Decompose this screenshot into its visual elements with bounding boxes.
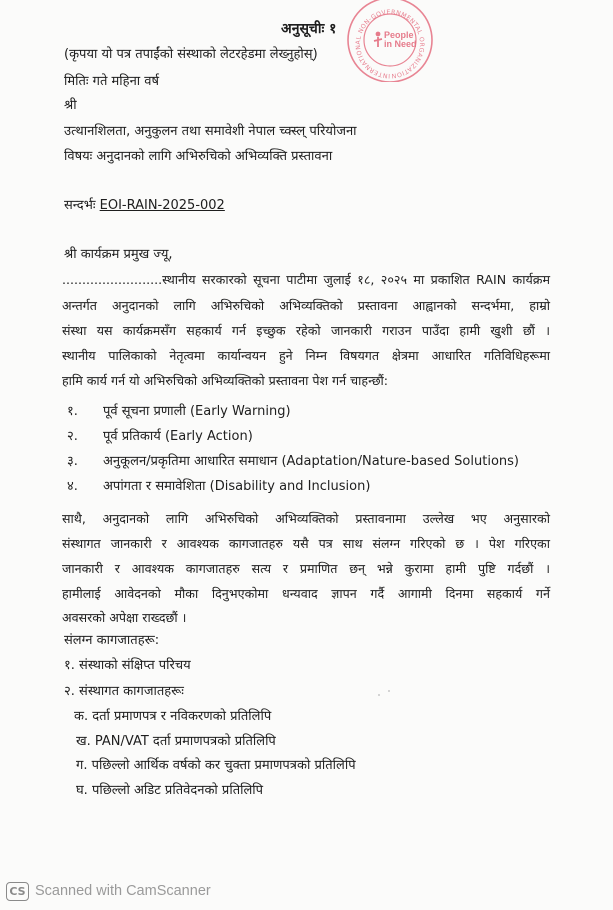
paragraph1-line: संस्था यस कार्यक्रमसँग सहकार्य गर्न इच्छुक रहेको जानकारी गराउन पाउँदा हामी खुशी छौं । [62, 323, 550, 338]
date-line: मितिः गते महिना वर्ष [64, 74, 160, 89]
camscanner-logo: CS [6, 882, 29, 901]
reference-label: सन्दर्भः [64, 198, 96, 213]
person-icon [374, 32, 382, 47]
attachment-sub-item: क. दर्ता प्रमाणपत्र र नविकरणको प्रतिलिपि [74, 709, 272, 724]
thematic-area-number: १. [67, 404, 78, 419]
paragraph1-line: .........................स्थानीय सरकारको सूचना पाटीमा जुलाई १८, २०२५ मा प्रकाशित RAIN कार्यक्रम [62, 272, 550, 287]
annex-title: अनुसूचीः १ [281, 21, 337, 37]
reference-line [64, 197, 225, 215]
attachment-sub-item: ग. पछिल्लो आर्थिक वर्षको कर चुक्ता प्रमाणपत्रको प्रतिलिपि [76, 758, 356, 773]
paragraph2-line: जानकारी र आवश्यक कागजातहरु सत्य र प्रमाणित छन् भन्ने कुरामा हामी पुष्टि गर्दछौं । [62, 561, 550, 576]
thematic-area-text: पूर्व प्रतिकार्य (Early Action) [103, 429, 253, 444]
thematic-area-text: अपांगता र समावेशिता (Disability and Inclusion) [103, 479, 371, 494]
subject-line: विषयः अनुदानको लागि अभिरुचिको अभिव्यक्ति प्रस्तावना [64, 149, 333, 164]
paragraph1-line: अन्तर्गत अनुदानको लागि अभिरुचिको अभिव्यक्तिको प्रस्तावना आह्वानको सन्दर्भमा, हाम्रो [62, 298, 550, 313]
camscanner-text: Scanned with CamScanner [35, 883, 211, 899]
scan-speck [378, 694, 380, 696]
stamp-center-line2: in Need [384, 39, 417, 49]
salutation: श्री [64, 98, 77, 113]
stamp-ring-text: INTERNATIONAL NON-GOVERNMENTAL ORGANIZATION [354, 8, 426, 80]
addressee: श्री कार्यक्रम प्रमुख ज्यू, [64, 247, 173, 262]
people-in-need-stamp [345, 0, 435, 82]
reference-number: EOI-RAIN-2025-002 [99, 198, 225, 213]
paragraph2-line: हामीलाई आवेदनको मौका दिनुभएकोमा धन्यवाद ज्ञापन गर्दै आगामी दिनमा सहकार्य गर्ने [62, 586, 550, 601]
attachments-heading: संलग्न कागजातहरू: [64, 633, 160, 648]
thematic-area-text: अनुकूलन/प्रकृतिमा आधारित समाधान (Adaptation/Nature-based Solutions) [103, 454, 519, 469]
camscanner-watermark [6, 880, 211, 902]
paragraph1-line: स्थानीय पालिकाको नेतृत्वमा कार्यान्वयन हुने निम्न विषयगत क्षेत्रमा आधारित गतिविधिहरूमा [62, 348, 550, 363]
paragraph2-line: संस्थागत जानकारी र आवश्यक कागजातहरु यसै पत्र साथ संलग्न गरिएको छ । पेश गरिएका [62, 536, 550, 551]
attachment-item: १. संस्थाको संक्षिप्त परिचय [64, 658, 191, 673]
attachment-sub-item: घ. पछिल्लो अडिट प्रतिवेदनको प्रतिलिपि [76, 783, 264, 798]
thematic-area-number: ३. [67, 454, 78, 469]
thematic-area-number: २. [67, 429, 78, 444]
scan-speck [388, 690, 390, 692]
paragraph2-line: साथै, अनुदानको लागि अभिरुचिको अभिव्यक्तिको प्रस्तावनामा उल्लेख भए अनुसारको [62, 511, 550, 526]
thematic-area-number: ४. [67, 479, 78, 494]
attachment-sub-item: ख. PAN/VAT दर्ता प्रमाणपत्रको प्रतिलिपि [76, 734, 276, 749]
letterhead-instruction: (कृपया यो पत्र तपाईंको संस्थाको लेटरहेडमा लेख्नुहोस्) [64, 47, 318, 62]
project-name: उत्थानशिलता, अनुकुलन तथा समावेशी नेपाल च्क्स्ल् परियोजना [64, 124, 357, 139]
paragraph1-line: हामि कार्य गर्न यो अभिरुचिको अभिव्यक्तिको प्रस्तावना पेश गर्न चाहन्छौं: [62, 373, 389, 388]
paragraph2-line: अवसरको अपेक्षा राख्दछौं । [62, 610, 187, 625]
thematic-area-text: पूर्व सूचना प्रणाली (Early Warning) [103, 404, 291, 419]
attachment-item: २. संस्थागत कागजातहरूः [64, 684, 184, 699]
stamp-center-line1: People [384, 30, 414, 40]
